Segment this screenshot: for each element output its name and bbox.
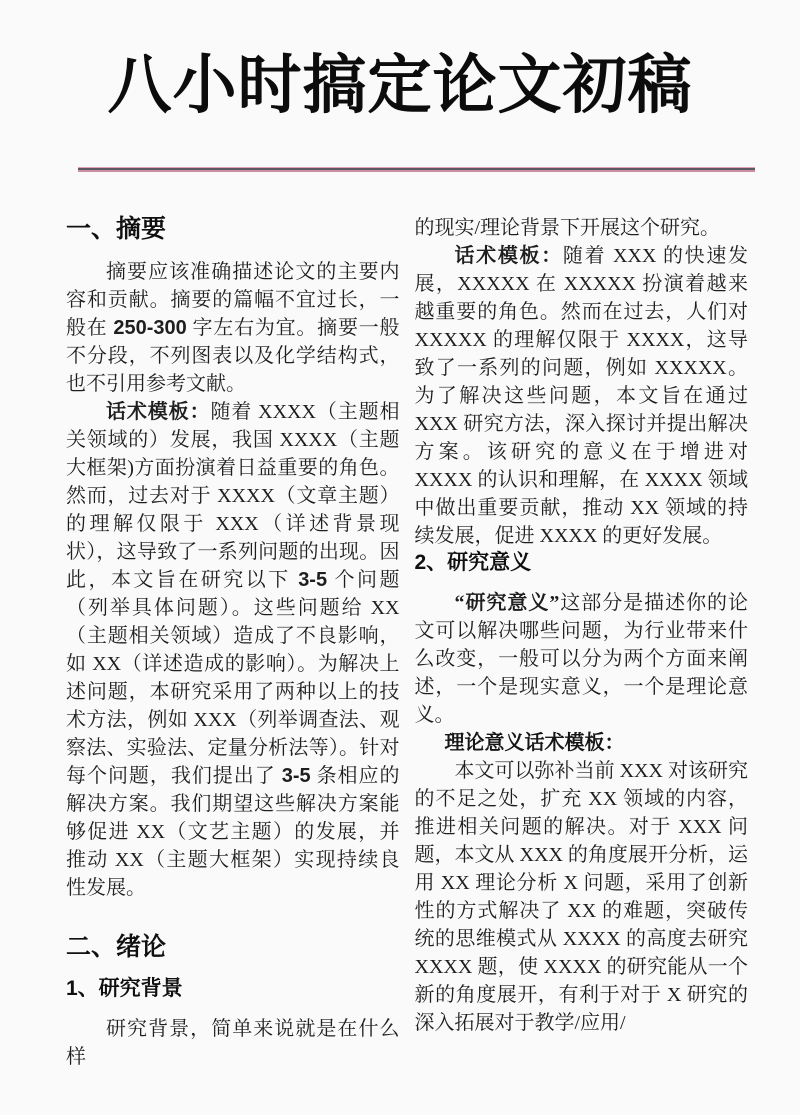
para-template-abstract [66,398,400,902]
heading-research-background: 1、研究背景 [66,976,183,1000]
abstract-wordcount: 250-300 [113,316,187,339]
heading-abstract: 一、摘要 [66,214,167,243]
template-text-2: 个问题（列举具体问题）。这些问题给 XX（主题相关领域）造成了不良影响，如 XX（详述造成的影响）。为解决上述问题，本研究采用了两种以上的技术方法，例如 XXX（列举调查法、观察法、实验法、定量分析法等）。针对每个问题，我们提出了 [66,568,400,787]
column-right [415,214,749,1071]
para-research-background: 研究背景，简单来说就是在什么样 [66,1018,400,1069]
document-body [66,214,748,1071]
significance-quote: “研究意义” [454,592,560,615]
template-text-3: 条相应的解决方案。我们期望这些解决方案能够促进 XX（文艺主题）的发展，并推动 XX（主题大框架）实现持续良性发展。 [66,764,400,899]
theory-template-label: 理论意义话术模板： [444,732,625,755]
para-background-continuation: 的现实/理论背景下开展这个研究。 [414,216,721,239]
heading-introduction: 二、绪论 [66,932,167,961]
page-title: 八小时搞定论文初稿 [107,50,693,121]
template-count-2: 3-5 [281,764,311,787]
significance-text: 这部分是描述你的论文可以解决哪些问题，为行业带来什么改变，一般可以分为两个方面来阐述，一个是现实意义，一个是理论意义。 [414,592,749,727]
abstract-text-1: 摘要应该准确描述论文的主要内容和贡献。摘要的篇幅不宜过长，一般在 [66,260,400,339]
template-count-1: 3-5 [298,568,328,591]
title-divider [78,167,755,172]
para-abstract [66,258,400,398]
column-left [66,214,400,1071]
template-text-1: 随着 XXXX（主题相关领域的）发展，我国 XXXX（主题大框架)方面扮演着日益重要的角色。然而，过去对于 XXXX（文章主题）的理解仅限于 XXX（详述背景现状），这导致了一系列问题的出现。因此，本文旨在研究以下 [66,400,400,591]
template-text: 随着 XXX 的快速发展，XXXXX 在 XXXXX 扮演着越来越重要的角色。然而在过去，人们对 XXXXX 的理解仅限于 XXXX，这导致了一系列的问题，例如 XXXXX。为了解决这些问题，本文旨在通过 XXX 研究方法，深入探讨并提出解决方案。该研究的意义在于增进对 XXXX 的认识和理解，在 XXXX 领域中做出重要贡献，推动 XX 领域的持续发展，促进 XXXX 的更好发展。 [414,244,748,547]
para-theory-template: 本文可以弥补当前 XXX 对该研究的不足之处，扩充 XX 领域的内容，推进相关问题的解决。对于 XXX 问题，本文从 XXX 的角度展开分析，运用 XX 理论分析 X 问题，采用了创新性的方式解决了 XX 的难题，突破传统的思维模式从 XXXX 的高度去研究 XXXX 题，使 XXXX 的研究能从一个新的角度展开，有利于对于 X 研究的深入拓展对于教学/应用/ [414,760,748,1035]
abstract-text-2: 字左右为宜。摘要一般不分段，不列图表以及化学结构式，也不引用参考文献。 [66,316,400,395]
para-template-background [415,242,749,550]
heading-research-significance: 2、研究意义 [414,550,532,574]
template-label: 话术模板： [106,400,211,423]
template-label: 话术模板： [454,244,563,267]
para-significance [415,589,749,729]
